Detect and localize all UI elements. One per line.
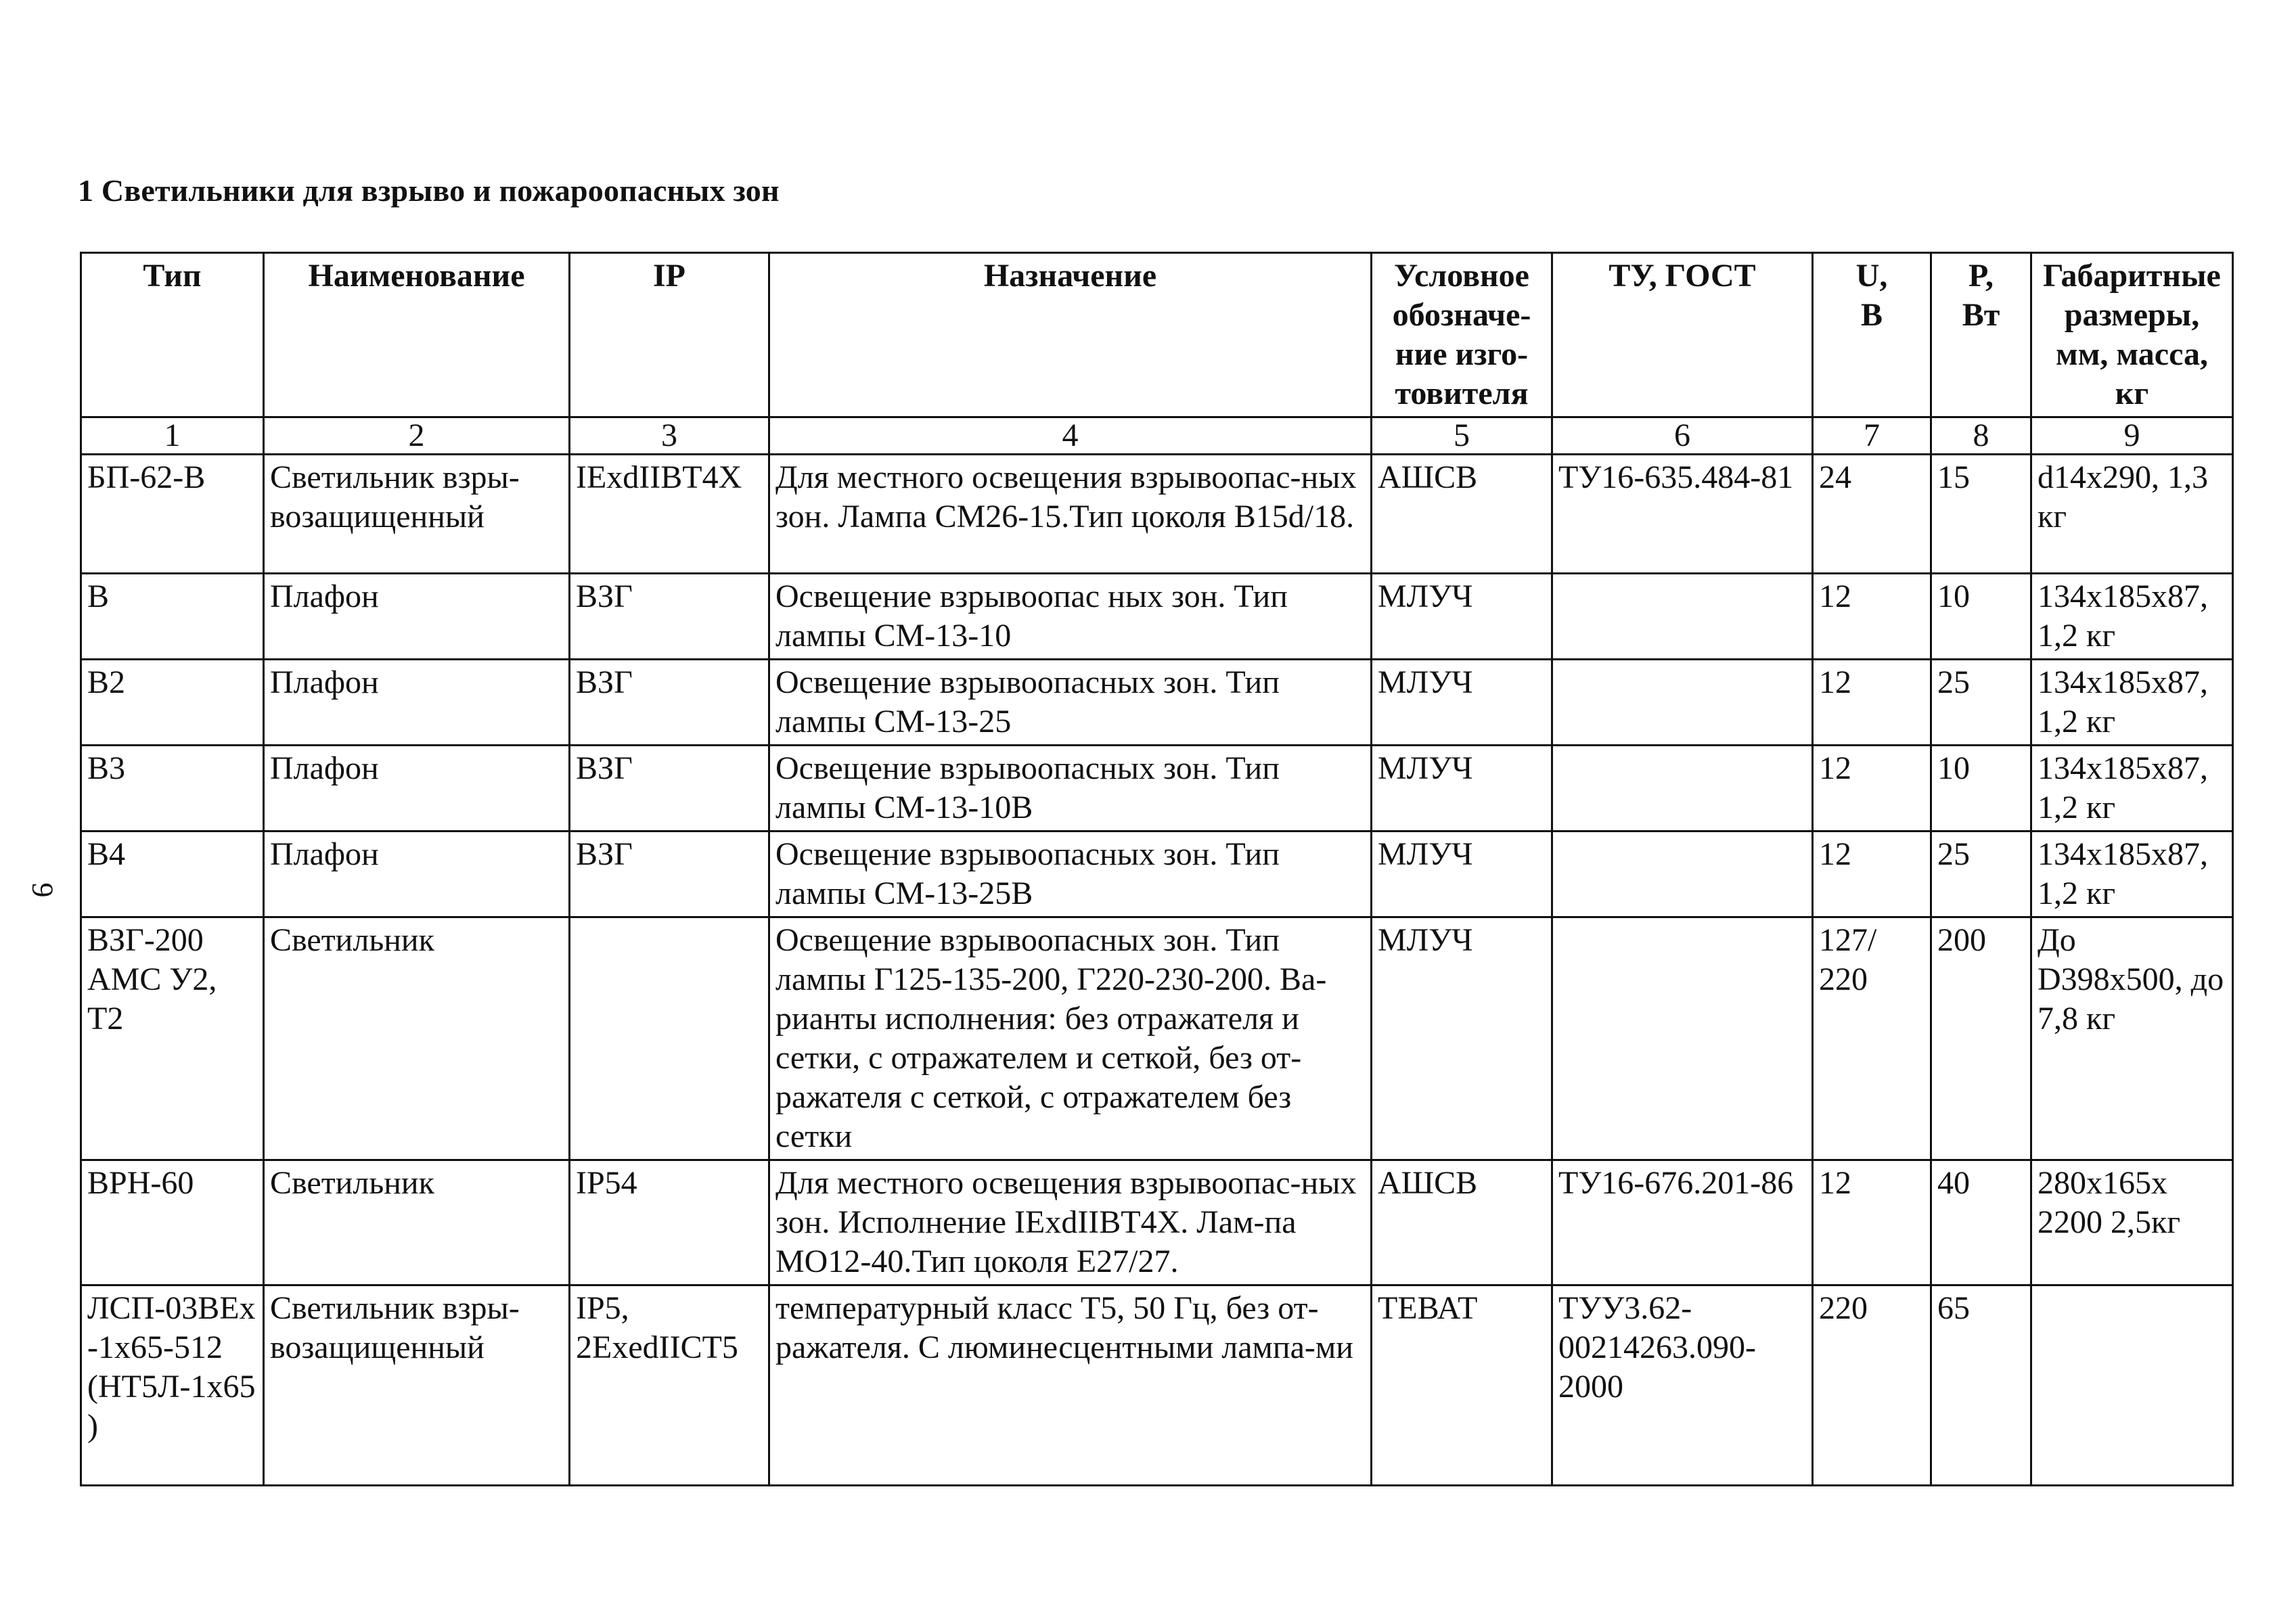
column-number: 6 xyxy=(1552,417,1813,455)
column-number: 7 xyxy=(1813,417,1931,455)
cell-standard xyxy=(1552,832,1813,917)
cell-name: Плафон xyxy=(264,832,570,917)
cell-standard xyxy=(1552,660,1813,746)
cell-name: Плафон xyxy=(264,660,570,746)
column-number: 4 xyxy=(769,417,1372,455)
column-number: 3 xyxy=(570,417,769,455)
header-name: Наименование xyxy=(264,253,570,417)
table-row xyxy=(81,455,2233,574)
cell-name: Светильник взры-возащищенный xyxy=(264,455,570,574)
header-dimensions: Габаритные размеры, мм, масса, кг xyxy=(2031,253,2233,417)
cell-purpose: Для местного освещения взрывоопас-ных зон. Лампа СМ26-15.Тип цоколя B15d/18. xyxy=(769,455,1372,574)
cell-purpose: Освещение взрывоопасных зон. Тип лампы СМ-13-25В xyxy=(769,832,1372,917)
cell-voltage: 127/ 220 xyxy=(1813,917,1931,1160)
cell-voltage: 12 xyxy=(1813,832,1931,917)
cell-power: 25 xyxy=(1931,660,2031,746)
cell-standard: ТУУ3.62-00214263.090-2000 xyxy=(1552,1285,1813,1486)
cell-ip xyxy=(570,917,769,1160)
cell-manufacturer-code: МЛУЧ xyxy=(1372,746,1552,832)
section-title: 1 Светильники для взрыво и пожароопасных зон xyxy=(78,173,780,208)
cell-dimensions: 134х185х87, 1,2 кг xyxy=(2031,574,2233,660)
header-ip: IP xyxy=(570,253,769,417)
cell-power: 25 xyxy=(1931,832,2031,917)
header-standard: ТУ, ГОСТ xyxy=(1552,253,1813,417)
cell-power: 10 xyxy=(1931,746,2031,832)
cell-power: 10 xyxy=(1931,574,2031,660)
cell-ip: ВЗГ xyxy=(570,574,769,660)
header-row xyxy=(81,253,2233,417)
page-number: 9 xyxy=(26,882,60,898)
cell-power: 15 xyxy=(1931,455,2031,574)
column-number: 9 xyxy=(2031,417,2233,455)
table-row xyxy=(81,574,2233,660)
cell-dimensions xyxy=(2031,1285,2233,1486)
cell-purpose: Освещение взрывоопас ных зон. Тип лампы СМ-13-10 xyxy=(769,574,1372,660)
cell-dimensions: 134х185х87, 1,2 кг xyxy=(2031,660,2233,746)
cell-voltage: 220 xyxy=(1813,1285,1931,1486)
table-row xyxy=(81,1160,2233,1285)
cell-name: Светильник xyxy=(264,1160,570,1285)
header-manufacturer-code: Условное обозначе-ние изго-товителя xyxy=(1372,253,1552,417)
cell-standard xyxy=(1552,917,1813,1160)
luminaires-table xyxy=(80,252,2234,1486)
cell-type: В4 xyxy=(81,832,264,917)
cell-voltage: 12 xyxy=(1813,746,1931,832)
cell-standard: ТУ16-635.484-81 xyxy=(1552,455,1813,574)
column-number: 1 xyxy=(81,417,264,455)
cell-voltage: 12 xyxy=(1813,574,1931,660)
cell-standard: ТУ16-676.201-86 xyxy=(1552,1160,1813,1285)
cell-type: В2 xyxy=(81,660,264,746)
cell-type: БП-62-В xyxy=(81,455,264,574)
cell-dimensions: 134х185х87, 1,2 кг xyxy=(2031,832,2233,917)
cell-purpose: Освещение взрывоопасных зон. Тип лампы СМ-13-10В xyxy=(769,746,1372,832)
cell-manufacturer-code: АШСВ xyxy=(1372,1160,1552,1285)
cell-type: ВЗГ-200 АМС У2, Т2 xyxy=(81,917,264,1160)
cell-standard xyxy=(1552,574,1813,660)
cell-dimensions: До D398х500, до 7,8 кг xyxy=(2031,917,2233,1160)
cell-voltage: 24 xyxy=(1813,455,1931,574)
column-number: 5 xyxy=(1372,417,1552,455)
cell-power: 65 xyxy=(1931,1285,2031,1486)
cell-purpose: Освещение взрывоопасных зон. Тип лампы СМ-13-25 xyxy=(769,660,1372,746)
cell-name: Светильник xyxy=(264,917,570,1160)
cell-dimensions: 280х165х 2200 2,5кг xyxy=(2031,1160,2233,1285)
cell-manufacturer-code: МЛУЧ xyxy=(1372,832,1552,917)
cell-type: В3 xyxy=(81,746,264,832)
cell-type: В xyxy=(81,574,264,660)
table-row xyxy=(81,660,2233,746)
cell-name: Светильник взры-возащищенный xyxy=(264,1285,570,1486)
column-number: 8 xyxy=(1931,417,2031,455)
table-row xyxy=(81,832,2233,917)
cell-voltage: 12 xyxy=(1813,660,1931,746)
header-voltage: U, В xyxy=(1813,253,1931,417)
cell-manufacturer-code: МЛУЧ xyxy=(1372,574,1552,660)
cell-name: Плафон xyxy=(264,574,570,660)
cell-name: Плафон xyxy=(264,746,570,832)
cell-manufacturer-code: МЛУЧ xyxy=(1372,660,1552,746)
cell-voltage: 12 xyxy=(1813,1160,1931,1285)
cell-type: ЛСП-03ВЕх-1х65-512 (НТ5Л-1х65) xyxy=(81,1285,264,1486)
header-type: Тип xyxy=(81,253,264,417)
table-row xyxy=(81,746,2233,832)
table-row xyxy=(81,917,2233,1160)
header-power: P, Вт xyxy=(1931,253,2031,417)
cell-ip: IExdIIBT4X xyxy=(570,455,769,574)
cell-ip: ВЗГ xyxy=(570,832,769,917)
cell-purpose: Освещение взрывоопасных зон. Тип лампы Г125-135-200, Г220-230-200. Ва-рианты исполнения: без отражателя и сетки, с отражателем и сеткой, без от-ражателя с сеткой, с отражателем без сетки xyxy=(769,917,1372,1160)
cell-ip: IP54 xyxy=(570,1160,769,1285)
cell-ip: ВЗГ xyxy=(570,660,769,746)
cell-dimensions: 134х185х87, 1,2 кг xyxy=(2031,746,2233,832)
cell-standard xyxy=(1552,746,1813,832)
cell-type: ВРН-60 xyxy=(81,1160,264,1285)
cell-purpose: температурный класс Т5, 50 Гц, без от-ражателя. С люминесцентными лампа-ми xyxy=(769,1285,1372,1486)
cell-power: 200 xyxy=(1931,917,2031,1160)
header-purpose: Назначение xyxy=(769,253,1372,417)
column-number: 2 xyxy=(264,417,570,455)
table-row xyxy=(81,1285,2233,1486)
cell-manufacturer-code: ТЕВАТ xyxy=(1372,1285,1552,1486)
cell-manufacturer-code: АШСВ xyxy=(1372,455,1552,574)
cell-dimensions: d14x290, 1,3 кг xyxy=(2031,455,2233,574)
cell-power: 40 xyxy=(1931,1160,2031,1285)
column-number-row xyxy=(81,417,2233,455)
cell-ip: ВЗГ xyxy=(570,746,769,832)
cell-manufacturer-code: МЛУЧ xyxy=(1372,917,1552,1160)
cell-ip: IP5, 2ExedIICT5 xyxy=(570,1285,769,1486)
cell-purpose: Для местного освещения взрывоопас-ных зон. Исполнение IExdIIBT4X. Лам-па МО12-40.Тип цоколя Е27/27. xyxy=(769,1160,1372,1285)
